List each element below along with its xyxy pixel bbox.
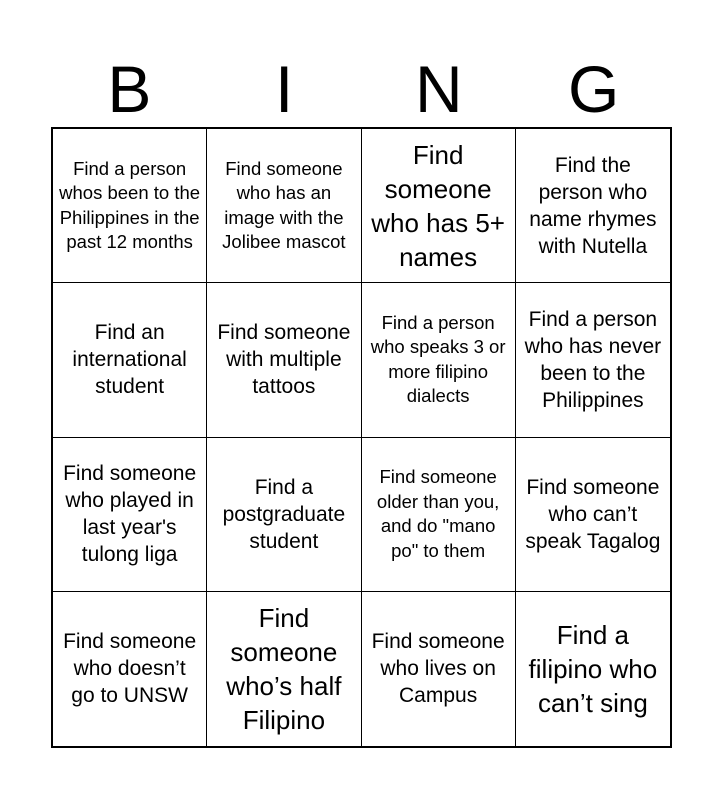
- header-letter-n: N: [415, 52, 463, 126]
- bingo-cell-text: Find a person whos been to the Philippines in the past 12 months: [59, 157, 201, 253]
- bingo-cell[interactable]: [362, 438, 516, 592]
- bingo-cell-text: Find a person who speaks 3 or more filipino dialects: [370, 311, 506, 407]
- header-letter-i: I: [274, 52, 294, 126]
- bingo-cell[interactable]: [207, 438, 361, 592]
- bingo-cell[interactable]: [207, 129, 361, 283]
- bingo-cell-text: Find someone who’s half Filipino: [226, 602, 342, 735]
- bingo-cell-text: Find an international student: [72, 321, 187, 399]
- bingo-cell[interactable]: [362, 592, 516, 746]
- bingo-cell-text: Find someone who can’t speak Tagalog: [525, 475, 661, 553]
- bingo-cell[interactable]: [516, 438, 670, 592]
- bingo-cell[interactable]: [516, 129, 670, 283]
- bingo-cell-text: Find someone who has an image with the Jolibee mascot: [222, 157, 346, 253]
- bingo-cell[interactable]: [207, 283, 361, 437]
- bingo-board: [51, 127, 672, 748]
- bingo-cell-text: Find someone who doesn’t go to UNSW: [63, 630, 197, 708]
- bingo-cell[interactable]: [362, 129, 516, 283]
- bingo-cell[interactable]: [362, 283, 516, 437]
- bingo-cell-text: Find someone who played in last year's tulong liga: [63, 462, 197, 567]
- bingo-cell-text: Find someone older than you, and do "mano po" to them: [376, 466, 500, 561]
- bingo-cell[interactable]: [53, 592, 207, 746]
- bingo-cell-text: Find someone who lives on Campus: [371, 630, 505, 708]
- bingo-cell-text: Find someone with multiple tattoos: [217, 321, 351, 399]
- bingo-header: [52, 52, 671, 127]
- bingo-cell[interactable]: [53, 283, 207, 437]
- bingo-cell[interactable]: [207, 592, 361, 746]
- bingo-cell-text: Find someone who has 5+ names: [371, 139, 505, 272]
- header-letter-b: B: [107, 52, 152, 126]
- bingo-cell[interactable]: [53, 438, 207, 592]
- bingo-cell-text: Find a postgraduate student: [222, 475, 346, 553]
- bingo-cell[interactable]: [53, 129, 207, 283]
- bingo-cell-text: Find a person who has never been to the Philippines: [524, 307, 662, 412]
- header-letter-g: G: [567, 52, 620, 126]
- bingo-cell-text: Find the person who name rhymes with Nutella: [529, 153, 657, 258]
- bingo-cell-text: Find a filipino who can’t sing: [528, 619, 658, 718]
- bingo-cell[interactable]: [516, 592, 670, 746]
- bingo-cell[interactable]: [516, 283, 670, 437]
